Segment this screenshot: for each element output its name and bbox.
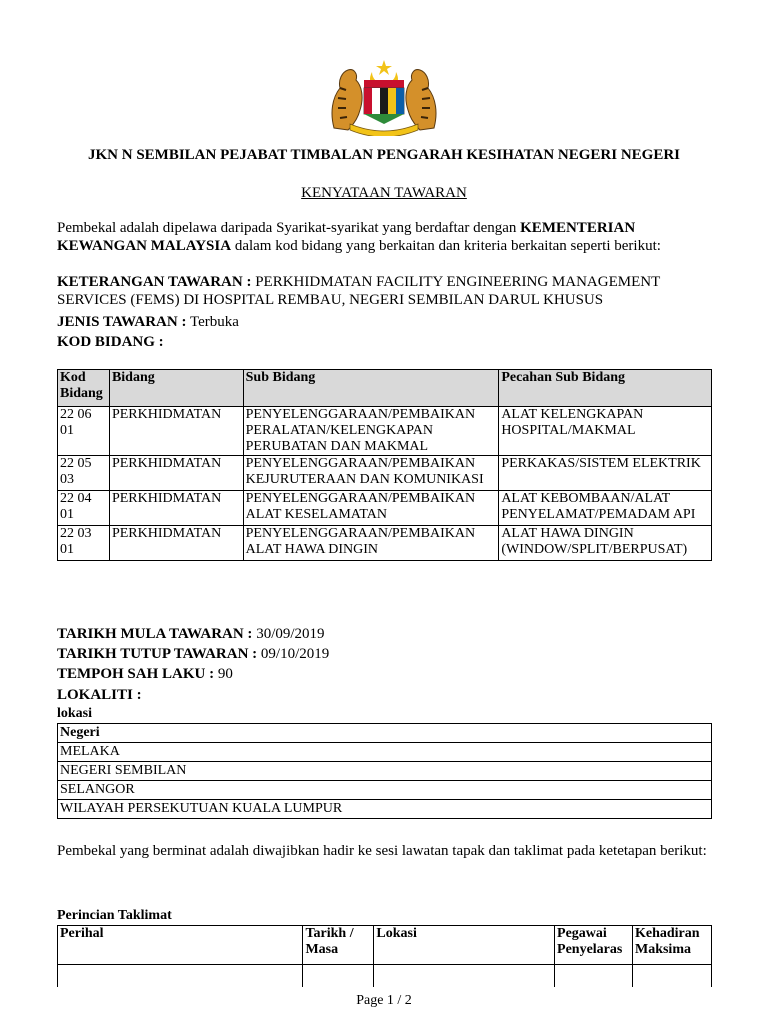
table-header-row <box>58 724 712 743</box>
header-pegawai-penyelaras: Pegawai Penyelaras <box>555 926 633 965</box>
cell-negeri: MELAKA <box>58 743 712 762</box>
document-title: KENYATAAN TAWARAN <box>301 185 467 201</box>
cell-empty <box>555 965 633 988</box>
tempoh-sah-laku <box>57 665 712 683</box>
cell-bidang: PERKHIDMATAN <box>109 456 243 491</box>
kod-bidang-table <box>57 369 712 561</box>
keterangan-value: PERKHIDMATAN FACILITY ENGINEERING MANAGEMENT SERVICES (FEMS) DI HOSPITAL REMBAU, NEGERI SEMBILAN DARUL KHUSUS <box>57 274 660 308</box>
jenis-tawaran <box>57 313 712 331</box>
header-tarikh-masa: Tarikh / Masa <box>303 926 374 965</box>
cell-sub-bidang: PENYELENGGARAAN/PEMBAIKAN KEJURUTERAAN DAN KOMUNIKASI <box>243 456 499 491</box>
tarikh-tutup-label: TARIKH TUTUP TAWARAN : <box>57 646 258 662</box>
cell-pecahan: ALAT KELENGKAPAN HOSPITAL/MAKMAL <box>499 407 712 456</box>
cell-bidang: PERKHIDMATAN <box>109 407 243 456</box>
intro-text-2: dalam kod bidang yang berkaitan dan kriteria berkaitan seperti berikut: <box>231 238 661 254</box>
cell-pecahan: ALAT HAWA DINGIN (WINDOW/SPLIT/BERPUSAT) <box>499 526 712 561</box>
header-bidang: Bidang <box>109 370 243 407</box>
keterangan-label: KETERANGAN TAWARAN : <box>57 274 252 290</box>
lokaliti-label: LOKALITI : <box>57 687 142 703</box>
tempoh-value: 90 <box>214 666 233 682</box>
cell-empty <box>58 965 303 988</box>
table-row <box>58 491 712 526</box>
table-row <box>58 456 712 491</box>
intro-paragraph <box>57 219 712 255</box>
cell-empty <box>632 965 711 988</box>
tarikh-mula-value: 30/09/2019 <box>252 626 325 642</box>
cell-negeri: WILAYAH PERSEKUTUAN KUALA LUMPUR <box>58 800 712 819</box>
cell-negeri: NEGERI SEMBILAN <box>58 762 712 781</box>
coat-of-arms-icon <box>326 58 442 136</box>
header-perihal: Perihal <box>58 926 303 965</box>
intro-text-1: Pembekal adalah dipelawa daripada Syarikat-syarikat yang berdaftar dengan <box>57 220 521 236</box>
cell-sub-bidang: PENYELENGGARAAN/PEMBAIKAN ALAT HAWA DINGIN <box>243 526 499 561</box>
cell-pecahan: PERKAKAS/SISTEM ELEKTRIK <box>499 456 712 491</box>
cell-empty <box>374 965 555 988</box>
table-row <box>58 781 712 800</box>
perincian-taklimat-label: Perincian Taklimat <box>57 908 172 923</box>
table-row <box>58 800 712 819</box>
taklimat-table <box>57 925 712 987</box>
cell-bidang: PERKHIDMATAN <box>109 526 243 561</box>
jenis-label: JENIS TAWARAN : <box>57 314 187 330</box>
kod-bidang-label: KOD BIDANG : <box>57 334 164 350</box>
lawatan-paragraph: Pembekal yang berminat adalah diwajibkan hadir ke sesi lawatan tapak dan taklimat pada ketetapan berikut: <box>57 843 707 859</box>
table-header-row <box>58 370 712 407</box>
table-row <box>58 965 712 988</box>
header-pecahan-sub-bidang: Pecahan Sub Bidang <box>499 370 712 407</box>
cell-bidang: PERKHIDMATAN <box>109 491 243 526</box>
tarikh-mula <box>57 625 712 643</box>
tarikh-tutup-value: 09/10/2019 <box>257 646 330 662</box>
cell-pecahan: ALAT KEBOMBAAN/ALAT PENYELAMAT/PEMADAM API <box>499 491 712 526</box>
header-sub-bidang: Sub Bidang <box>243 370 499 407</box>
table-header-row <box>58 926 712 965</box>
cell-sub-bidang: PENYELENGGARAAN/PEMBAIKAN ALAT KESELAMATAN <box>243 491 499 526</box>
cell-kod: 22 03 01 <box>58 526 110 561</box>
cell-kod: 22 04 01 <box>58 491 110 526</box>
lokasi-label: lokasi <box>57 706 93 721</box>
header-kehadiran-maksima: Kehadiran Maksima <box>632 926 711 965</box>
ministry-name: KEMENTERIAN KEWANGAN MALAYSIA <box>57 220 636 254</box>
cell-negeri: SELANGOR <box>58 781 712 800</box>
tarikh-mula-label: TARIKH MULA TAWARAN : <box>57 626 253 642</box>
table-row <box>58 407 712 456</box>
tarikh-tutup <box>57 645 712 663</box>
table-row <box>58 526 712 561</box>
cell-kod: 22 06 01 <box>58 407 110 456</box>
table-row <box>58 762 712 781</box>
tempoh-label: TEMPOH SAH LAKU : <box>57 666 215 682</box>
table-row <box>58 743 712 762</box>
keterangan-tawaran <box>57 273 712 309</box>
header-negeri: Negeri <box>58 724 712 743</box>
cell-sub-bidang: PENYELENGGARAAN/PEMBAIKAN PERALATAN/KELENGKAPAN PERUBATAN DAN MAKMAL <box>243 407 499 456</box>
cell-empty <box>303 965 374 988</box>
header-lokasi: Lokasi <box>374 926 555 965</box>
jenis-value: Terbuka <box>186 314 239 330</box>
lokasi-table <box>57 723 712 819</box>
organization-heading: JKN N SEMBILAN PEJABAT TIMBALAN PENGARAH KESIHATAN NEGERI NEGERI <box>87 147 681 163</box>
header-kod-bidang: Kod Bidang <box>58 370 110 407</box>
cell-kod: 22 05 03 <box>58 456 110 491</box>
page-number: Page 1 / 2 <box>356 993 412 1008</box>
